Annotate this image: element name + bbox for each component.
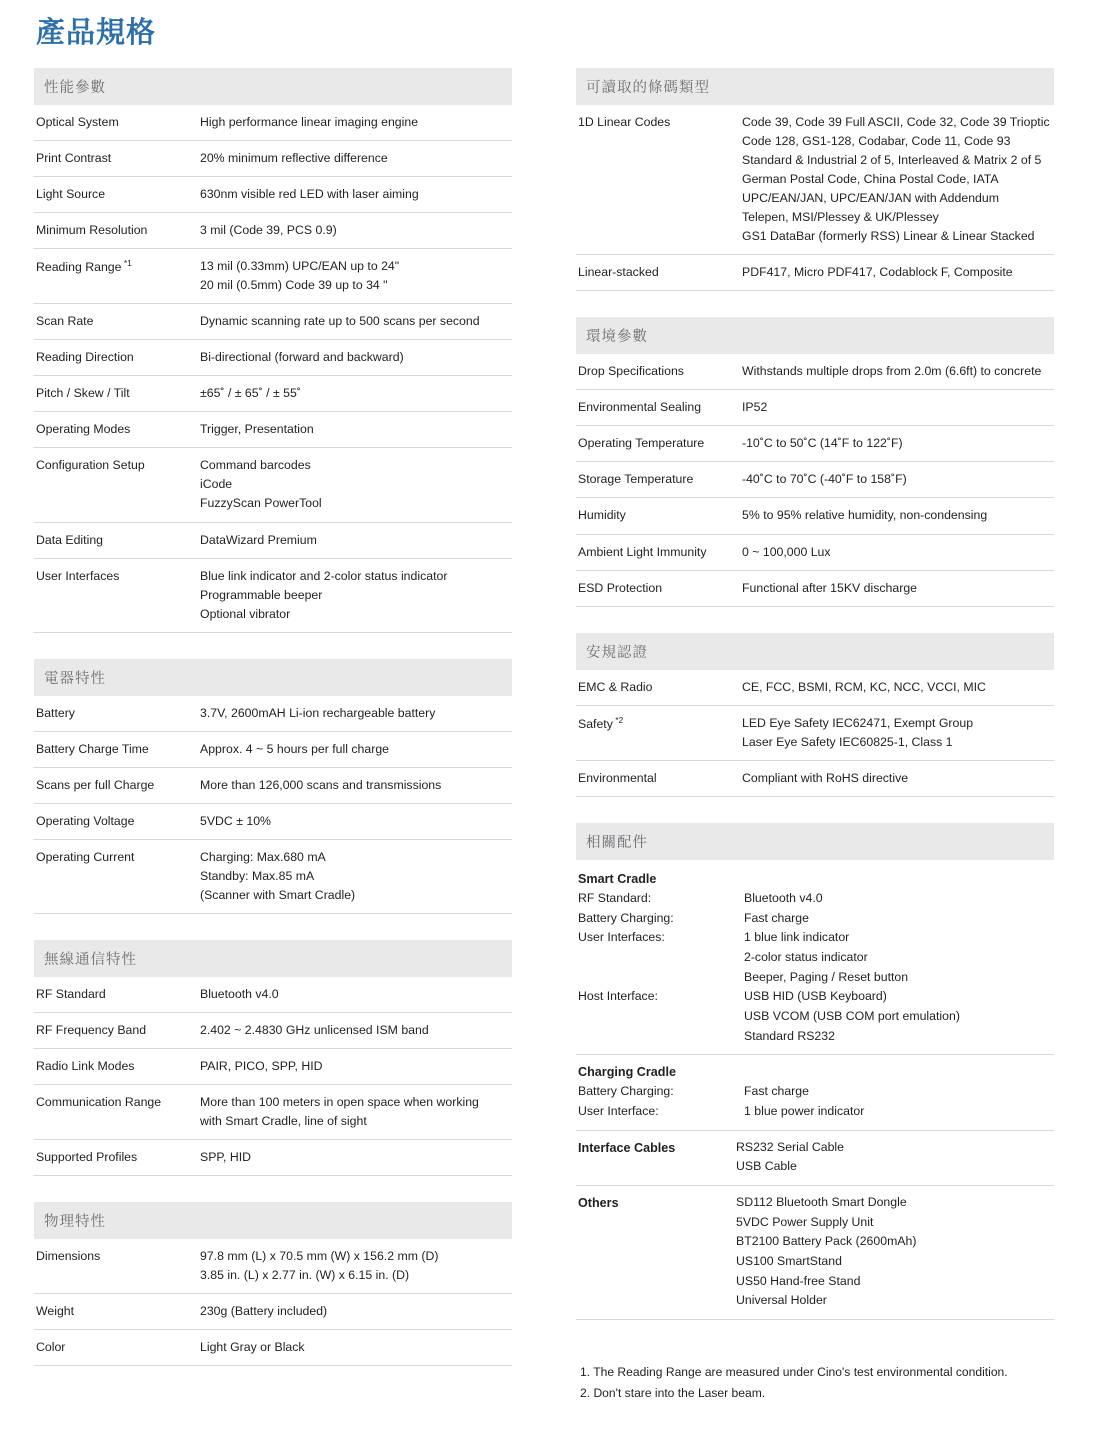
row-label: Color [36,1340,66,1355]
two-column-layout [34,68,1075,1403]
table-electrical [34,696,512,914]
row-label: Print Contrast [36,150,112,165]
section-electrical [34,659,512,914]
row-value: DataWizard Premium [200,532,317,547]
accessory-row-value: Fast charge [744,910,809,925]
table-row [576,390,1054,426]
accessory-row-value: Universal Holder [736,1293,827,1308]
row-label: Storage Temperature [578,472,694,487]
section-header-barcodes: 可讀取的條碼類型 [576,68,1054,105]
row-value: PAIR, PICO, SPP, HID [200,1059,323,1074]
table-row [34,1140,512,1176]
accessory-row-value: SD112 Bluetooth Smart Dongle [736,1195,907,1210]
table-row [576,426,1054,462]
table-row [576,534,1054,570]
accessory-row-value: Fast charge [744,1084,809,1099]
accessory-title: Charging Cradle [578,1065,676,1080]
section-header-environmental: 環境參數 [576,317,1054,354]
row-value: IP52 [742,400,768,415]
row-label: EMC & Radio [578,679,653,694]
accessory-row-key [578,968,736,988]
section-header-performance: 性能參數 [34,68,512,105]
accessory-row-value: Beeper, Paging / Reset button [744,969,909,984]
row-value: 230g (Battery included) [200,1304,328,1319]
table-row [34,213,512,249]
row-label: Weight [36,1304,75,1319]
row-value: 2.402 ~ 2.4830 GHz unlicensed ISM band [200,1023,429,1038]
row-value: High performance linear imaging engine [200,114,419,129]
accessory-block [576,1131,1054,1186]
row-value: 3.7V, 2600mAH Li-ion rechargeable battery [200,705,436,720]
row-value: SPP, HID [200,1150,252,1165]
row-value: -10˚C to 50˚C (14˚F to 122˚F) [742,436,903,451]
row-label: RF Frequency Band [36,1023,147,1038]
row-value: More than 126,000 scans and transmissions [200,777,442,792]
table-row [34,176,512,212]
accessory-row-value: 1 blue link indicator [744,930,850,945]
row-value: Compliant with RoHS directive [742,770,909,785]
accessory-row [578,1102,1052,1122]
row-label: Environmental Sealing [578,400,702,415]
accessory-row-value: US50 Hand-free Stand [736,1273,861,1288]
row-value: Dynamic scanning rate up to 500 scans per second [200,314,480,329]
table-body [34,977,512,1176]
row-label: Configuration Setup [36,458,145,473]
accessory-row-key: User Interfaces: [578,930,665,945]
accessory-row-value: 2-color status indicator [744,949,868,964]
table-row [34,1013,512,1049]
row-value: 3 mil (Code 39, PCS 0.9) [200,223,337,238]
accessory-title: Others [578,1196,619,1211]
right-column [576,68,1054,1403]
table-row [34,412,512,448]
section-performance [34,68,512,633]
table-barcodes [576,105,1054,291]
footnote-marker: *2 [612,714,624,725]
table-row [34,249,512,304]
table-row [576,105,1054,255]
accessory-row-key: RF Standard: [578,890,652,905]
table-row [34,731,512,767]
table-row [576,760,1054,796]
table-row [34,1085,512,1140]
row-value: Code 39, Code 39 Full ASCII, Code 32, Code 39 Trioptic Code 128, GS1-128, Codabar, Code 11, Code 93 Standard & Industrial 2 of 5, Interleaved & Matrix 2 of 5 German Postal Code, China Postal Code, IATA UPC/EAN/JAN, UPC/EAN/JAN with Addendum Telepen, MSI/Plessey & UK/Plessey GS1 DataBar (formerly RSS) Linear & Linear Stacked [742,114,1050,244]
row-label: Reading Range $^{*1}$ [36,258,132,275]
table-body [34,105,512,632]
row-value: ±65˚ / ± 65˚ / ± 55˚ [200,386,301,401]
row-value: Trigger, Presentation [200,422,314,437]
accessories-blocks [576,860,1054,1320]
accessory-row [578,1007,1052,1027]
row-value: Command barcodes iCode FuzzyScan PowerTool [200,458,322,511]
table-row [34,522,512,558]
row-value: Withstands multiple drops from 2.0m (6.6ft) to concrete [742,364,1042,379]
row-value: 5VDC ± 10% [200,813,271,828]
left-column [34,68,512,1393]
row-label: Optical System [36,114,119,129]
row-label: Communication Range [36,1095,162,1110]
row-label: Operating Voltage [36,813,135,828]
table-regulatory [576,670,1054,797]
section-header-regulatory: 安規認證 [576,633,1054,670]
accessory-row [578,1082,1052,1102]
table-row [34,839,512,913]
table-row [34,448,512,522]
accessory-row-key: Host Interface: [578,989,658,1004]
accessory-row-value: RS232 Serial Cable [736,1139,845,1154]
accessory-row-key [578,948,736,968]
accessory-row-value: 5VDC Power Supply Unit [736,1214,874,1229]
accessory-row-value: USB HID (USB Keyboard) [744,989,887,1004]
row-value: 5% to 95% relative humidity, non-condensing [742,508,988,523]
accessory-row [578,968,1052,988]
accessory-block [576,860,1054,1056]
row-value: Light Gray or Black [200,1340,305,1355]
row-value: Approx. 4 ~ 5 hours per full charge [200,741,390,756]
accessory-row-key [578,1027,736,1047]
row-label: Light Source [36,186,106,201]
table-row [576,498,1054,534]
row-value: Blue link indicator and 2-color status indicator Programmable beeper Optional vibrator [200,568,448,621]
table-row [576,462,1054,498]
accessory-rows [578,1082,1052,1121]
table-row [576,570,1054,606]
footnote-line: 2. Don't stare into the Laser beam. [580,1385,766,1400]
accessory-row [578,987,1052,1007]
row-label: User Interfaces [36,568,120,583]
table-row [576,354,1054,390]
row-value: Charging: Max.680 mA Standby: Max.85 mA (Scanner with Smart Cradle) [200,849,356,902]
accessory-row-value: BT2100 Battery Pack (2600mAh) [736,1234,917,1249]
table-row [34,1239,512,1294]
accessory-row-value: USB VCOM (USB COM port emulation) [744,1008,960,1023]
row-value: Functional after 15KV discharge [742,580,917,595]
section-wireless [34,940,512,1176]
table-row [34,105,512,141]
row-label: Linear-stacked [578,265,659,280]
row-label: Minimum Resolution [36,223,148,238]
row-value: -40˚C to 70˚C (-40˚F to 158˚F) [742,472,907,487]
table-row [34,376,512,412]
table-environmental [576,354,1054,606]
table-performance [34,105,512,633]
table-row [576,255,1054,291]
row-label: Scan Rate [36,314,94,329]
row-label: Environmental [578,770,657,785]
section-header-physical: 物理特性 [34,1202,512,1239]
table-row [34,767,512,803]
table-row [576,705,1054,760]
row-label: Scans per full Charge [36,777,155,792]
accessory-title: Interface Cables [578,1140,676,1155]
accessory-row [578,1027,1052,1047]
row-value: Bi-directional (forward and backward) [200,350,404,365]
accessory-row [578,948,1052,968]
row-label: Drop Specifications [578,364,684,379]
row-value: 13 mil (0.33mm) UPC/EAN up to 24" 20 mil (0.5mm) Code 39 up to 34 " [200,259,400,293]
footnote-line: 1. The Reading Range are measured under Cino's test environmental condition. [580,1365,1008,1380]
table-body [576,354,1054,606]
row-value: CE, FCC, BSMI, RCM, KC, NCC, VCCI, MIC [742,679,986,694]
table-physical [34,1239,512,1366]
row-label: Supported Profiles [36,1150,138,1165]
table-body [34,696,512,914]
accessory-rows [736,1138,1052,1177]
section-barcodes [576,68,1054,291]
page-title: 產品規格 [36,17,157,49]
row-value: Bluetooth v4.0 [200,987,279,1002]
row-label: Pitch / Skew / Tilt [36,386,130,401]
row-label: ESD Protection [578,580,663,595]
row-label: Operating Current [36,849,135,864]
section-header-wireless: 無線通信特性 [34,940,512,977]
table-row [34,696,512,732]
accessory-row-key: Battery Charging: [578,910,674,925]
row-label: RF Standard [36,987,106,1002]
row-value: 630nm visible red LED with laser aiming [200,186,419,201]
row-label: Operating Modes [36,422,131,437]
row-label: Reading Direction [36,350,134,365]
table-body [576,670,1054,797]
accessory-row [578,889,1052,909]
table-row [34,1294,512,1330]
row-label: Operating Temperature [578,436,705,451]
row-value: 97.8 mm (L) x 70.5 mm (W) x 156.2 mm (D) 3.85 in. (L) x 2.77 in. (W) x 6.15 in. (D) [200,1249,439,1283]
section-regulatory [576,633,1054,797]
row-label: Battery [36,705,75,720]
accessory-row-value: 1 blue power indicator [744,1104,865,1119]
row-value: More than 100 meters in open space when working with Smart Cradle, line of sight [200,1095,479,1129]
accessory-row-value: USB Cable [736,1159,797,1174]
row-label: Dimensions [36,1249,101,1264]
accessory-row-value: US100 SmartStand [736,1254,842,1269]
table-row [34,803,512,839]
table-body [576,105,1054,291]
table-row [576,670,1054,706]
table-row [34,558,512,632]
row-label: 1D Linear Codes [578,114,671,129]
section-environmental [576,317,1054,606]
row-label: Humidity [578,508,626,523]
row-label: Ambient Light Immunity [578,544,707,559]
accessory-row [578,909,1052,929]
accessory-row-key [578,1007,736,1027]
row-label: Radio Link Modes [36,1059,135,1074]
accessory-row-key: Battery Charging: [578,1084,674,1099]
row-label: Battery Charge Time [36,741,149,756]
accessory-rows [736,1193,1052,1311]
row-value: LED Eye Safety IEC62471, Exempt Group Laser Eye Safety IEC60825-1, Class 1 [742,715,974,749]
table-body [34,1239,512,1366]
row-label: Safety $^{*2}$ [578,714,624,731]
accessory-row [578,928,1052,948]
footnotes [576,1362,1054,1403]
table-row [34,1049,512,1085]
table-row [34,977,512,1013]
table-wireless [34,977,512,1176]
row-value: 20% minimum reflective difference [200,150,388,165]
section-accessories [576,823,1054,1320]
row-label: Data Editing [36,532,103,547]
accessory-block [576,1186,1054,1320]
footnote-marker: *1 [121,258,132,269]
section-header-accessories: 相關配件 [576,823,1054,860]
accessory-row-value: Bluetooth v4.0 [744,890,823,905]
table-row [34,340,512,376]
section-header-electrical: 電器特性 [34,659,512,696]
accessory-title: Smart Cradle [578,871,657,886]
table-row [34,304,512,340]
row-value: PDF417, Micro PDF417, Codablock F, Composite [742,265,1013,280]
accessory-row-value: Standard RS232 [744,1028,835,1043]
table-row [34,1330,512,1366]
accessory-row-key: User Interface: [578,1104,659,1119]
section-physical [34,1202,512,1366]
table-row [34,140,512,176]
row-value: 0 ~ 100,000 Lux [742,544,831,559]
accessory-block [576,1055,1054,1130]
accessory-rows [578,889,1052,1046]
